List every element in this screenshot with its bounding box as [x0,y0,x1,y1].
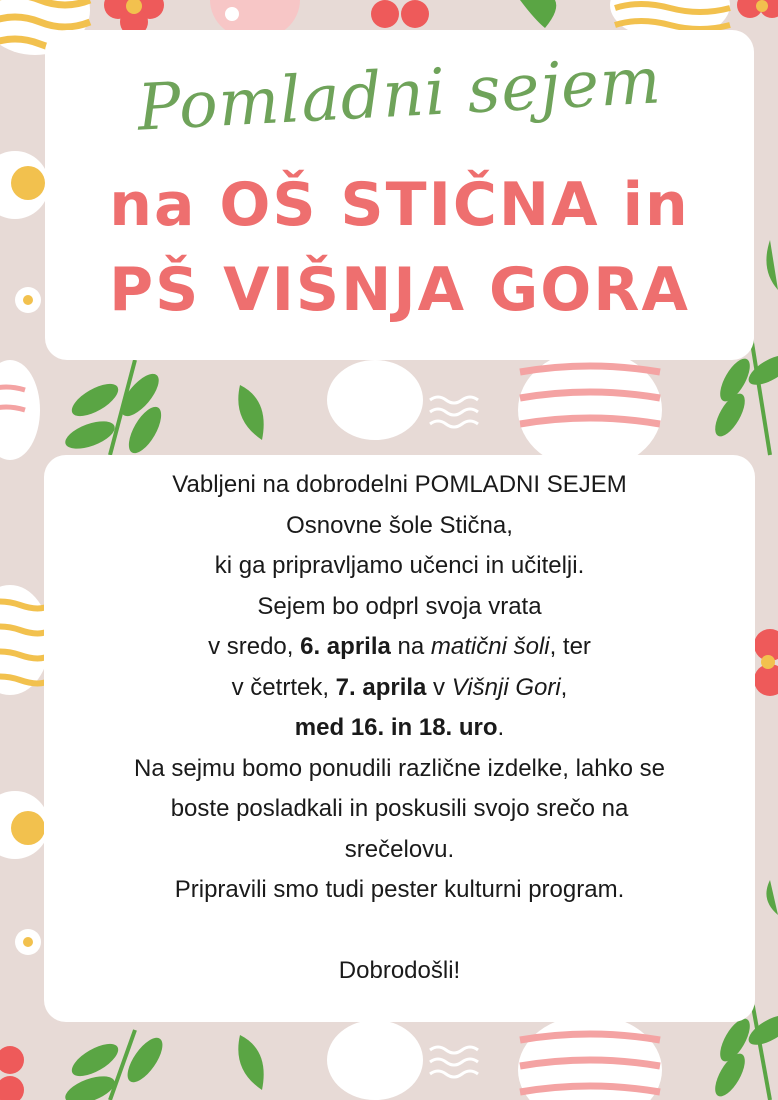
wave-lines-icon [430,397,478,427]
red-flower-icon [737,0,778,18]
white-egg-icon [327,360,423,440]
blank-line [44,911,755,952]
title-line-branch-school: PŠ VIŠNJA GORA [109,255,690,325]
striped-egg-icon [0,585,50,695]
invitation-card [44,455,755,1022]
text-fragment: , [560,673,568,701]
red-flower-icon [754,629,778,696]
text-line: Na sejmu bomo ponudili različne izdelke, lahko se [134,754,665,782]
leaf-icon [766,880,778,915]
small-daisy-icon [15,287,41,313]
text-line: Osnovne šole Stična, [286,511,513,539]
text-line: Pripravili smo tudi pester kulturni program. [174,876,625,903]
small-daisy-icon [15,929,41,955]
leaf-icon [238,1035,263,1090]
pink-striped-egg-icon [518,350,662,470]
text-line: Vabljeni na dobrodelni POMLADNI SEJEM [172,471,627,498]
script-title: Pomladni sejem [135,44,664,146]
location-italic: Višnji Gori [451,673,561,701]
leaf-icon [766,240,778,290]
white-egg-icon [327,1020,423,1100]
location-italic: matični šoli [430,633,550,660]
text-line: boste posladkali in poskusili svojo srečo na [170,795,629,822]
date-bold: 6. aprila [300,633,391,660]
text-line-wednesday [44,627,755,668]
text-fragment: v četrtek, [231,673,336,701]
leaf-icon [238,385,263,440]
text-line: srečelovu. [344,835,455,863]
time-bold: med 16. in 18. uro [294,714,498,741]
leaf-icon [520,0,556,28]
title-line-school: na OŠ STIČNA in [109,170,690,240]
pink-striped-egg-icon [0,360,40,460]
text-line: ki ga pripravljamo učenci in učitelji. [214,552,585,579]
text-line: Sejem bo odprl svoja vrata [257,592,542,620]
leaf-branch-icon [62,1030,169,1100]
text-fragment: . [497,714,505,741]
text-fragment: na [390,633,431,660]
welcome-line: Dobrodošli! [338,957,461,984]
red-flower-icon [0,1046,24,1100]
text-fragment: , ter [549,633,591,660]
leaf-branch-icon [62,360,168,458]
text-fragment: v sredo, [208,633,301,660]
date-bold: 7. aprila [335,673,427,701]
red-flower-icon [371,0,429,28]
daisy-icon [0,151,49,219]
title-card [45,30,754,360]
daisy-icon [0,791,49,859]
text-line-time [44,708,755,749]
pink-striped-egg-icon [518,1015,662,1100]
invitation-text [44,465,755,992]
wave-lines-icon [430,1047,478,1077]
text-fragment: v [426,673,452,701]
text-line-thursday [44,668,755,709]
